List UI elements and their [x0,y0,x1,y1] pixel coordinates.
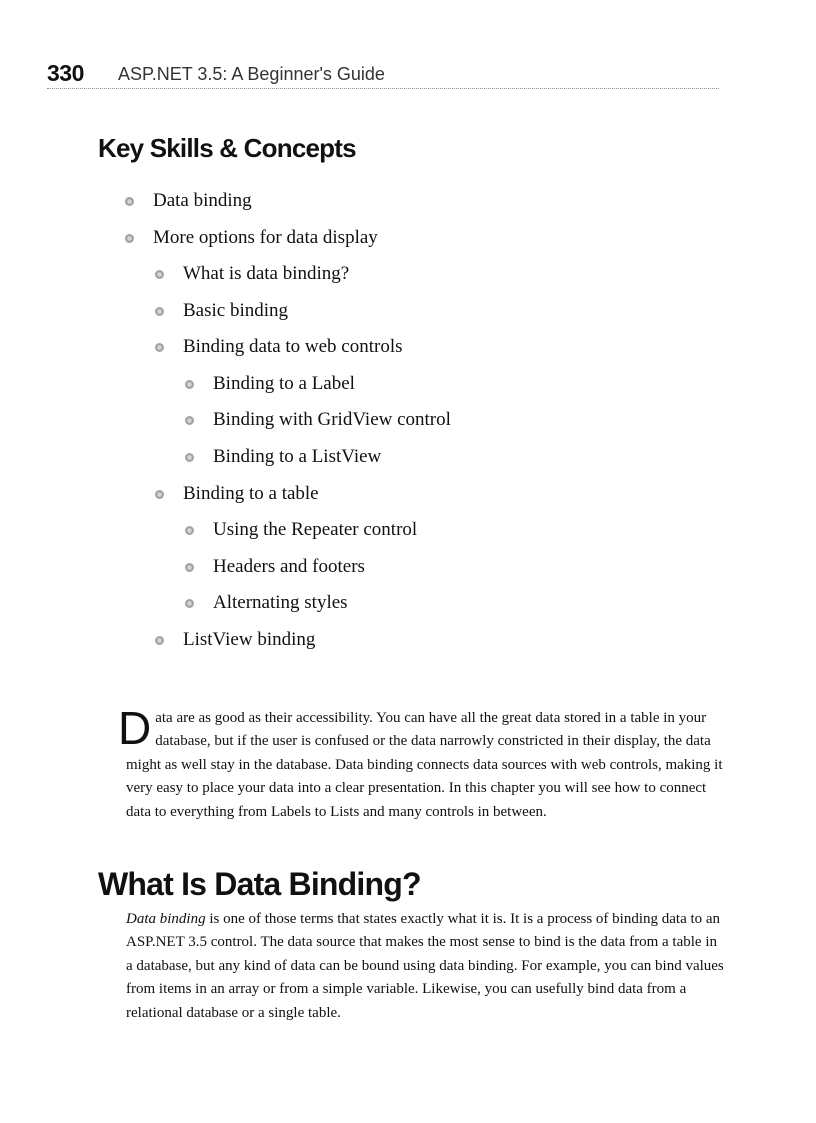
bullet-icon [185,453,194,462]
bullet-icon [125,234,134,243]
section-paragraph [126,908,726,1025]
section-title: What Is Data Binding? [98,866,421,902]
key-skills-title: Key Skills & Concepts [98,133,356,163]
intro-text: ata are as good as their accessibility. You can have all the great data stored in a table in your database, but if the user is confused or the data narrowly constricted in their display, the data might as well stay in the database. Data binding connects data sources with web controls, making it very easy to place your data into a clear presentation. In this chapter you will see how to connect data to everything from Labels to Lists and many controls in between. [126,710,723,820]
bullet-icon [155,270,164,279]
bullet-icon [155,636,164,645]
running-header [47,60,719,89]
book-title: ASP.NET 3.5: A Beginner's Guide [118,64,385,84]
bullet-icon [155,490,164,499]
bullet-icon [125,197,134,206]
bullet-icon [185,526,194,535]
section-text: is one of those terms that states exactly what it is. It is a process of binding data to an ASP.NET 3.5 control. The data source that makes the most sense to bind is the data from a table in a database, but any kind of data can be bound using data binding. For example, you can bind values from items in an array or from a simple variable. Likewise, you can usefully bind data from a relational database or a single table. [126,911,724,1021]
section-term: Data binding [126,911,206,927]
page-number: 330 [47,60,84,86]
bullet-icon [155,343,164,352]
bullet-icon [185,380,194,389]
bullet-icon [185,563,194,572]
bullet-icon [185,599,194,608]
intro-paragraph [118,702,726,824]
drop-cap: D [118,702,152,754]
bullet-icon [185,416,194,425]
bullet-icon [155,307,164,316]
